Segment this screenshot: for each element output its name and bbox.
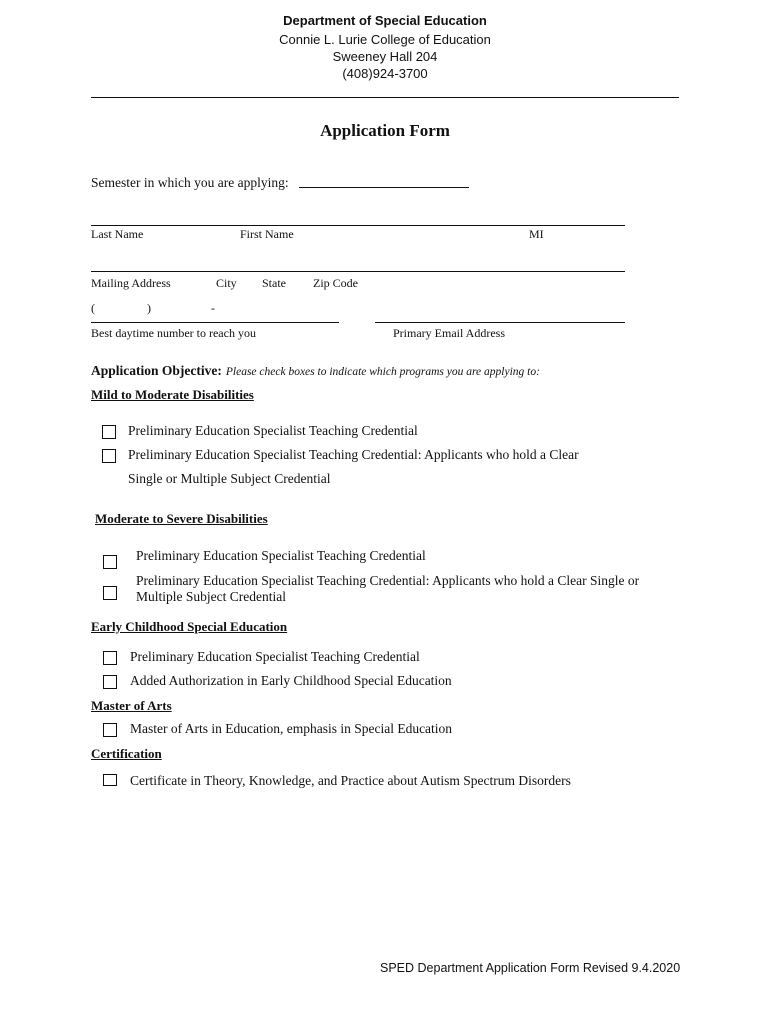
section-title-mild-moderate: Mild to Moderate Disabilities bbox=[91, 387, 254, 402]
mailing-address-label: Mailing Address bbox=[91, 276, 171, 290]
checkbox-master-of-arts[interactable] bbox=[103, 723, 117, 737]
section-title-certification: Certification bbox=[91, 746, 162, 761]
checkbox-early-added[interactable] bbox=[103, 675, 117, 689]
phone-field-line[interactable] bbox=[91, 322, 339, 323]
department-name: Department of Special Education bbox=[283, 13, 487, 28]
option-mild-clear: Preliminary Education Specialist Teaching Credential: Applicants who hold a Clear bbox=[128, 447, 579, 462]
form-title: Application Form bbox=[320, 121, 450, 140]
mi-label: MI bbox=[529, 227, 544, 241]
option-severe-prelim: Preliminary Education Specialist Teaching Credential bbox=[136, 548, 426, 563]
college-name: Connie L. Lurie College of Education bbox=[279, 32, 491, 47]
semester-label: Semester in which you are applying: bbox=[91, 175, 289, 190]
option-severe-clear: Preliminary Education Specialist Teaching Credential: Applicants who hold a Clear Single or bbox=[136, 573, 640, 588]
objective-label: Application Objective: bbox=[91, 363, 222, 378]
checkbox-mild-clear[interactable] bbox=[102, 449, 116, 463]
option-autism-certificate: Certificate in Theory, Knowledge, and Practice about Autism Spectrum Disorders bbox=[130, 773, 571, 788]
phone-label: Best daytime number to reach you bbox=[91, 326, 256, 340]
checkbox-mild-prelim[interactable] bbox=[102, 425, 116, 439]
room-number: Sweeney Hall 204 bbox=[332, 49, 438, 64]
state-label: State bbox=[262, 276, 286, 290]
email-field-line[interactable] bbox=[375, 322, 625, 323]
application-objective bbox=[91, 362, 540, 380]
phone-dash: - bbox=[211, 301, 215, 315]
option-master-of-arts: Master of Arts in Education, emphasis in Special Education bbox=[130, 721, 453, 736]
option-severe-clear-cont: Multiple Subject Credential bbox=[136, 589, 286, 604]
last-name-label: Last Name bbox=[91, 227, 144, 241]
objective-instruction: Please check boxes to indicate which programs you are applying to: bbox=[225, 366, 540, 378]
phone-open-paren: ( bbox=[91, 301, 95, 315]
option-mild-clear-cont: Single or Multiple Subject Credential bbox=[128, 471, 331, 486]
name-field-line[interactable] bbox=[91, 225, 625, 226]
section-title-early-childhood: Early Childhood Special Education bbox=[91, 619, 288, 634]
semester-field[interactable] bbox=[299, 187, 469, 188]
section-title-master-of-arts: Master of Arts bbox=[91, 698, 172, 713]
option-early-added: Added Authorization in Early Childhood Special Education bbox=[130, 673, 452, 688]
phone-close-paren: ) bbox=[147, 301, 151, 315]
option-early-prelim: Preliminary Education Specialist Teaching Credential bbox=[130, 649, 420, 664]
checkbox-early-prelim[interactable] bbox=[103, 651, 117, 665]
address-field-line[interactable] bbox=[91, 271, 625, 272]
first-name-label: First Name bbox=[240, 227, 294, 241]
checkbox-autism-certificate[interactable] bbox=[103, 774, 117, 786]
checkbox-severe-clear[interactable] bbox=[103, 586, 117, 600]
section-title-moderate-severe: Moderate to Severe Disabilities bbox=[95, 511, 268, 526]
footer-revision: SPED Department Application Form Revised 9.4.2020 bbox=[380, 961, 681, 975]
zip-code-label: Zip Code bbox=[313, 276, 358, 290]
phone-number: (408)924-3700 bbox=[342, 66, 428, 81]
option-mild-prelim: Preliminary Education Specialist Teaching Credential bbox=[128, 423, 418, 438]
header-divider bbox=[91, 97, 679, 98]
email-label: Primary Email Address bbox=[393, 326, 505, 340]
city-label: City bbox=[216, 276, 237, 290]
checkbox-severe-prelim[interactable] bbox=[103, 555, 117, 569]
